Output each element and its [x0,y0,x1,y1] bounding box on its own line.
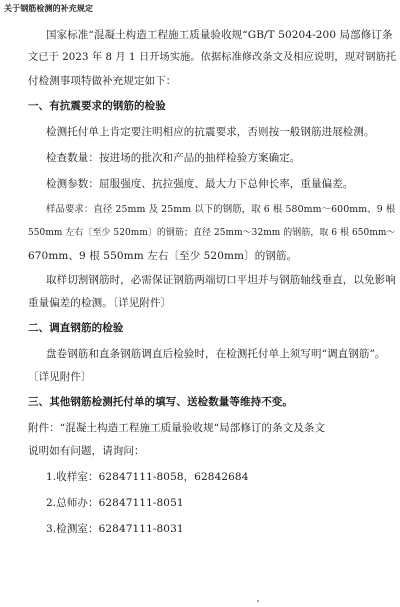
contact-item-2: 2.总师办：62847111-8051 [46,497,184,509]
section-1-sample-line-3: 670mm、9 根 550mm 左右〔至少 520mm〕的钢筋。 [28,250,298,262]
contact-item-1: 1.收样室：62847111-8058，62842684 [46,471,249,483]
intro-line-2: 文已于 2023 年 8 月 1 日开场实施。依据标准修改条文及相应说明，现对钢筋托 [28,52,397,63]
section-1-paragraph-3: 检测参数：屈服强度、抗拉强度、最大力下总伸长率，重量偏差。 [46,178,354,190]
attachment-line-2: 说明如有问题，请询问： [28,445,145,457]
section-1-sample-line-2: 550mm 左右〔至少 520mm〕的钢筋；直径 25mm～32mm 的钢筋，取 6 根 650mm～ [28,228,396,238]
section-1-cutting-line-2: 重量偏差的检测。〔详见附件〕 [28,297,172,309]
section-2-heading: 二、调直钢筋的检验 [28,322,124,334]
page-speck [257,600,259,602]
section-1-paragraph-2: 检查数量：按进场的批次和产品的抽样检验方案确定。 [46,152,301,164]
section-1-paragraph-1: 检测托付单上肯定要注明相应的抗震要求，否则按一般钢筋进展检测。 [46,126,375,138]
document-header-title: 关于钢筋检测的补充规定 [4,3,94,13]
section-1-sample-line-1: 样品要求：直径 25mm 及 25mm 以下的钢筋，取 6 根 580mm～600mm、9 根 [46,204,396,215]
contact-item-3: 3.检测室：62847111-8031 [46,523,184,535]
intro-line-1: 国家标准“混凝土构造工程施工质量验收规“GB/T 50204-200 局部修订条 [46,29,393,41]
section-2-paragraph-line-1: 盘卷钢筋和直条钢筋调直后检验时，在检测托付单上须写明“调直钢筋”。 [46,348,386,360]
intro-line-3: 付检测事项特做补充规定如下： [28,75,177,87]
attachment-line-1: 附件：“混凝土构造工程施工质量验收规“局部修订的条文及条文 [28,422,326,434]
section-3-heading: 三、其他钢筋检测托付单的填写、送检数量等维持不变。 [28,396,293,408]
section-2-paragraph-line-2: 〔详见附件〕 [28,371,92,383]
section-1-cutting-line-1: 取样切割钢筋时，必需保证钢筋两端切口平坦并与钢筋轴线垂直，以免影响 [46,274,396,286]
section-1-heading: 一、有抗震要求的钢筋的检验 [28,100,166,112]
